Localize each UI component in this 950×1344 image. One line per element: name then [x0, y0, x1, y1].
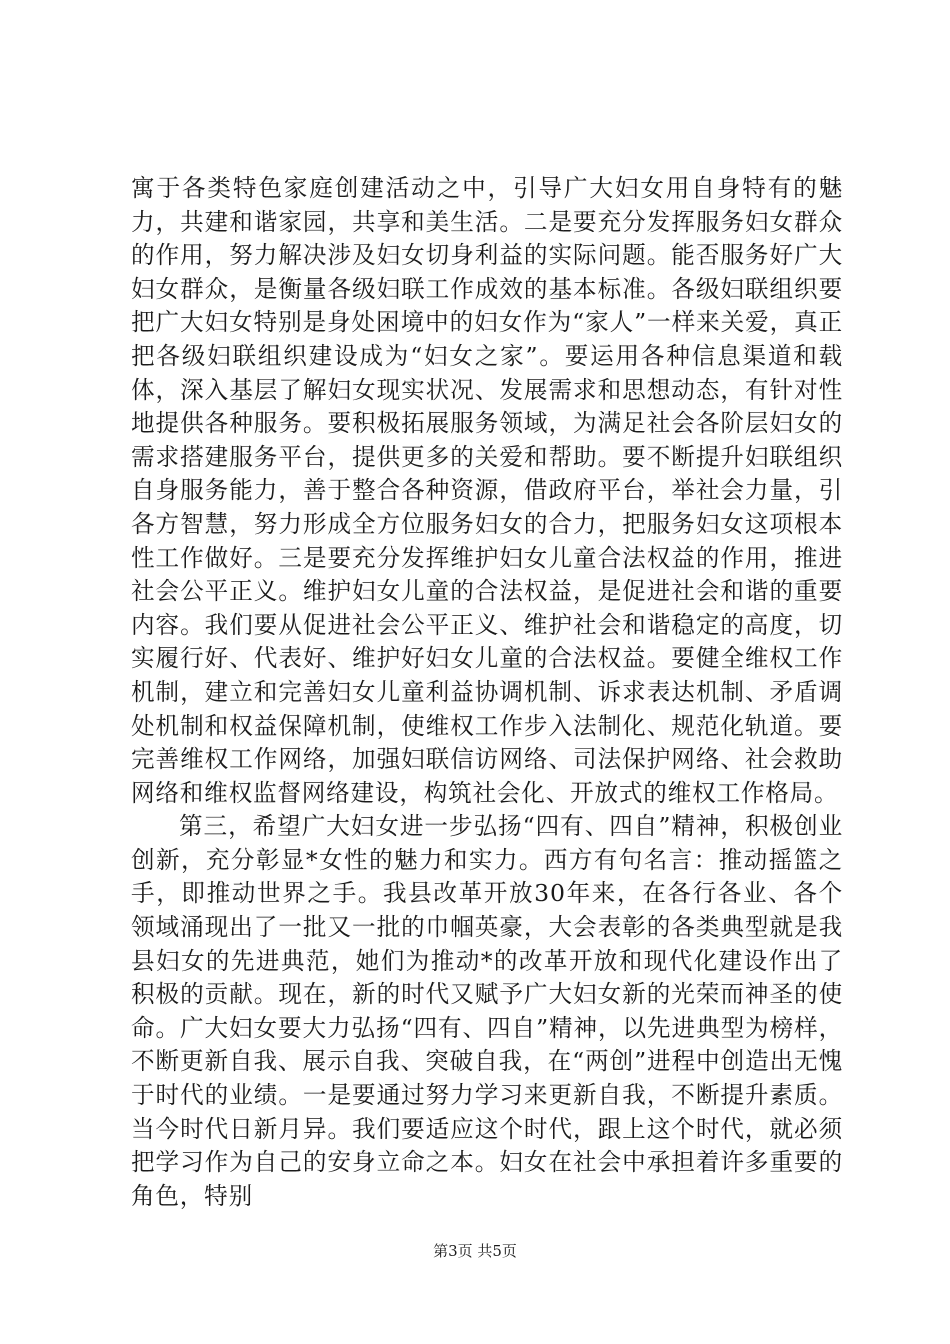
page-number-footer: 第3页 共5页 [433, 1242, 517, 1260]
document-body [131, 172, 843, 1213]
paragraph-continued: 寓于各类特色家庭创建活动之中，引导广大妇女用自身特有的魅力，共建和谐家园，共享和美生活。二是要充分发挥服务妇女群众的作用，努力解决涉及妇女切身利益的实际问题。能否服务好广大妇女群众，是衡量各级妇联工作成效的基本标准。各级妇联组织要把广大妇女特别是身处困境中的妇女作为“家人”一样来关爱，真正把各级妇联组织建设成为“妇女之家”。要运用各种信息渠道和载体，深入基层了解妇女现实状况、发展需求和思想动态，有针对性地提供各种服务。要积极拓展服务领域，为满足社会各阶层妇女的需求搭建服务平台，提供更多的关爱和帮助。要不断提升妇联组织自身服务能力，善于整合各种资源，借政府平台，举社会力量，引各方智慧，努力形成全方位服务妇女的合力，把服务妇女这项根本性工作做好。三是要充分发挥维护妇女儿童合法权益的作用，推进社会公平正义。维护妇女儿童的合法权益，是促进社会和谐的重要内容。我们要从促进社会公平正义、维护社会和谐稳定的高度，切实履行好、代表好、维护好妇女儿童的合法权益。要健全维权工作机制，建立和完善妇女儿童利益协调机制、诉求表达机制、矛盾调处机制和权益保障机制，使维权工作步入法制化、规范化轨道。要完善维权工作网络，加强妇联信访网络、司法保护网络、社会救助网络和维权监督网络建设，构筑社会化、开放式的维权工作格局。 [131, 174, 843, 807]
paragraph-third-point: 第三，希望广大妇女进一步弘扬“四有、四自”精神，积极创业创新，充分彰显*女性的魅力和实力。西方有句名言：推动摇篮之手，即推动世界之手。我县改革开放30年来，在各行各业、各个领域涌现出了一批又一批的巾帼英豪，大会表彰的各类典型就是我县妇女的先进典范，她们为推动*的改革开放和现代化建设作出了积极的贡献。现在，新的时代又赋予广大妇女新的光荣而神圣的使命。广大妇女要大力弘扬“四有、四自”精神，以先进典型为榜样，不断更新自我、展示自我、突破自我，在“两创”进程中创造出无愧于时代的业绩。一是要通过努力学习来更新自我，不断提升素质。当今时代日新月异。我们要适应这个时代，跟上这个时代，就必须把学习作为自己的安身立命之本。妇女在社会中承担着许多重要的角色，特别 [131, 812, 843, 1210]
